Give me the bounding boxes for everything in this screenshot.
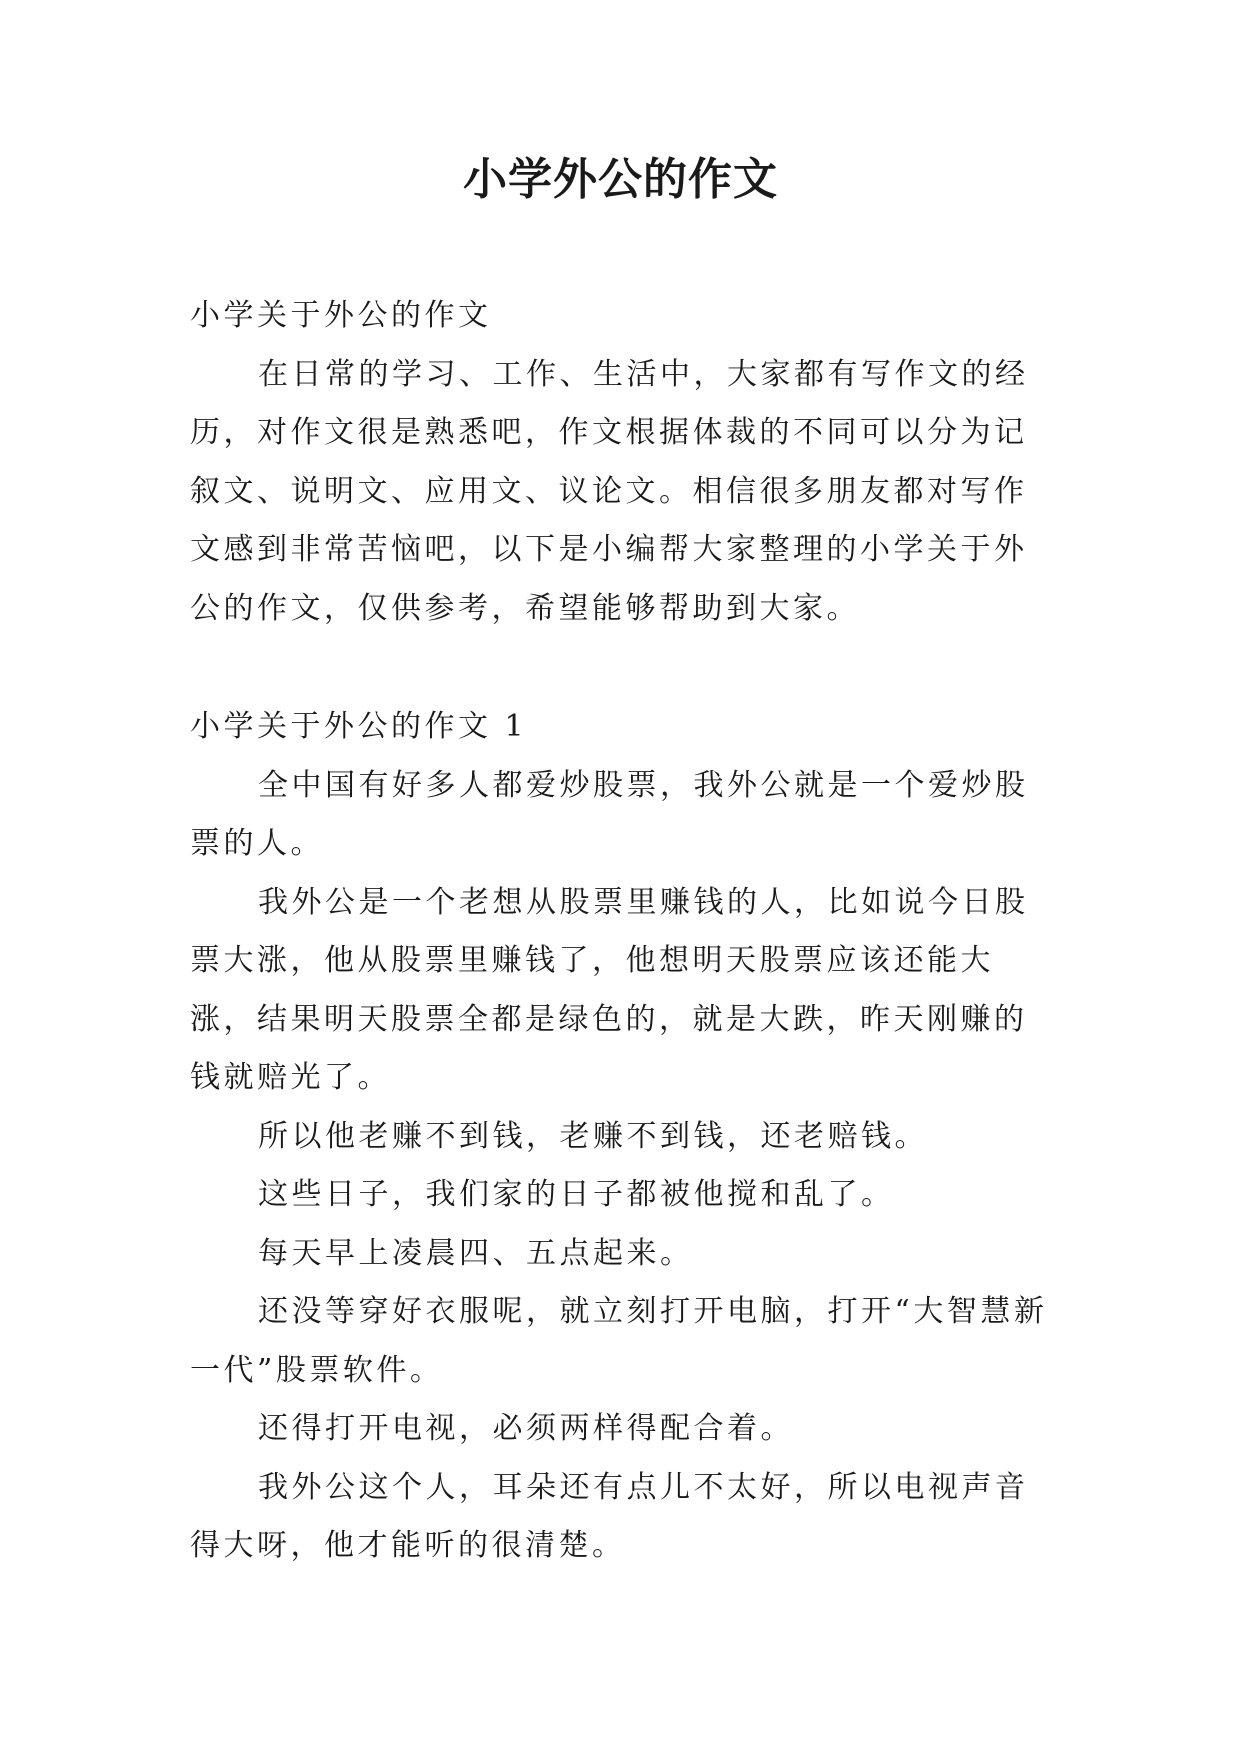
intro-paragraph: 在日常的学习、工作、生活中，大家都有写作文的经历，对作文很是熟悉吧，作文根据体裁的不同可以分为记叙文、说明文、应用文、议论文。相信很多朋友都对写作文感到非常苦恼吧，以下是小编帮大家整理的小学关于外公的作文，仅供参考，希望能够帮助到大家。 xyxy=(190,356,1029,626)
section-spacer xyxy=(190,638,1060,698)
section-heading: 小学关于外公的作文 1 xyxy=(190,709,528,744)
paragraph: 我外公这个人，耳朵还有点儿不太好，所以电视声音得大呀，他才能听的很清楚。 xyxy=(190,1469,1029,1563)
paragraph: 还没等穿好衣服呢，就立刻打开电脑，打开“大智慧新一代”股票软件。 xyxy=(190,1294,1048,1388)
document-body xyxy=(190,287,1060,1576)
paragraph: 这些日子，我们家的日子都被他搅和乱了。 xyxy=(258,1177,895,1212)
paragraph: 还得打开电视，必须两样得配合着。 xyxy=(258,1411,794,1446)
intro-heading: 小学关于外公的作文 xyxy=(190,298,492,333)
paragraph: 我外公是一个老想从股票里赚钱的人，比如说今日股票大涨，他从股票里赚钱了，他想明天股票应该还能大涨，结果明天股票全都是绿色的，就是大跌，昨天刚赚的钱就赔光了。 xyxy=(190,884,1029,1095)
document-title: 小学外公的作文 xyxy=(463,154,778,205)
paragraph: 所以他老赚不到钱，老赚不到钱，还老赔钱。 xyxy=(258,1118,928,1154)
paragraph: 每天早上凌晨四、五点起来。 xyxy=(258,1235,694,1271)
paragraph: 全中国有好多人都爱炒股票，我外公就是一个爱炒股票的人。 xyxy=(190,767,1029,861)
